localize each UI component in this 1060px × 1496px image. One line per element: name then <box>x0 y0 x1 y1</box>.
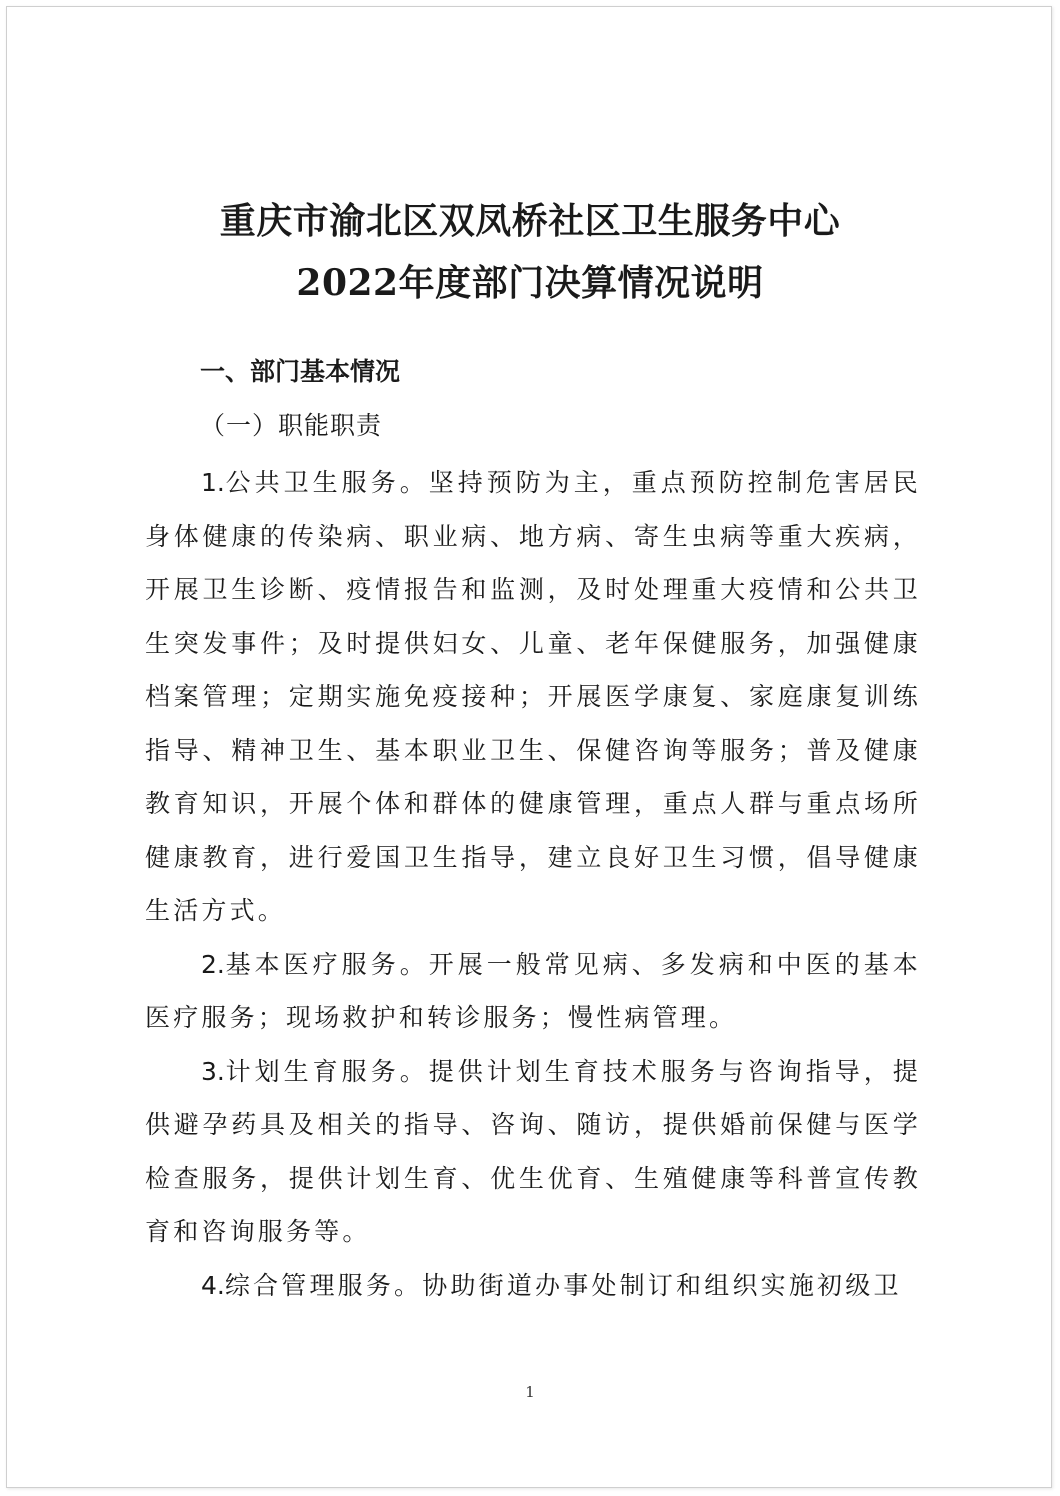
paragraph-3 <box>145 1045 921 1259</box>
paragraph-text: 基本医疗服务。开展一般常见病、多发病和中医的基本医疗服务；现场救护和转诊服务；慢性病管理。 <box>145 949 921 1032</box>
document-title <box>0 190 1060 314</box>
paragraph-1 <box>145 456 921 938</box>
title-line-1: 重庆市渝北区双凤桥社区卫生服务中心 <box>219 200 841 242</box>
paragraph-text: 综合管理服务。协助街道办事处制订和组织实施初级卫 <box>224 1270 902 1300</box>
section-heading: 一、部门基本情况 <box>200 357 401 386</box>
sub-heading: （一）职能职责 <box>200 411 383 440</box>
page-number: 1 <box>525 1383 535 1401</box>
paragraph-text: 计划生育服务。提供计划生育技术服务与咨询指导，提供避孕药具及相关的指导、咨询、随访，提供婚前保健与医学检查服务，提供计划生育、优生优育、生殖健康等科普宣传教育和咨询服务等。 <box>145 1056 921 1246</box>
body-text <box>145 456 921 1312</box>
title-line-2: 2022年度部门决算情况说明 <box>296 262 764 304</box>
paragraph-number: 2. <box>201 949 225 979</box>
paragraph-number: 1. <box>201 468 225 497</box>
paragraph-text: 公共卫生服务。坚持预防为主，重点预防控制危害居民身体健康的传染病、职业病、地方病、寄生虫病等重大疾病，开展卫生诊断、疫情报告和监测，及时处理重大疫情和公共卫生突发事件；及时提供妇女、儿童、老年保健服务，加强健康档案管理；定期实施免疫接种；开展医学康复、家庭康复训练指导、精神卫生、基本职业卫生、保健咨询等服务；普及健康教育知识，开展个体和群体的健康管理，重点人群与重点场所健康教育，进行爱国卫生指导，建立良好卫生习惯，倡导健康生活方式。 <box>145 468 921 925</box>
paragraph-2 <box>145 938 921 1045</box>
paragraph-number: 3. <box>201 1056 225 1086</box>
paragraph-4 <box>145 1259 921 1313</box>
paragraph-number: 4. <box>201 1270 225 1300</box>
